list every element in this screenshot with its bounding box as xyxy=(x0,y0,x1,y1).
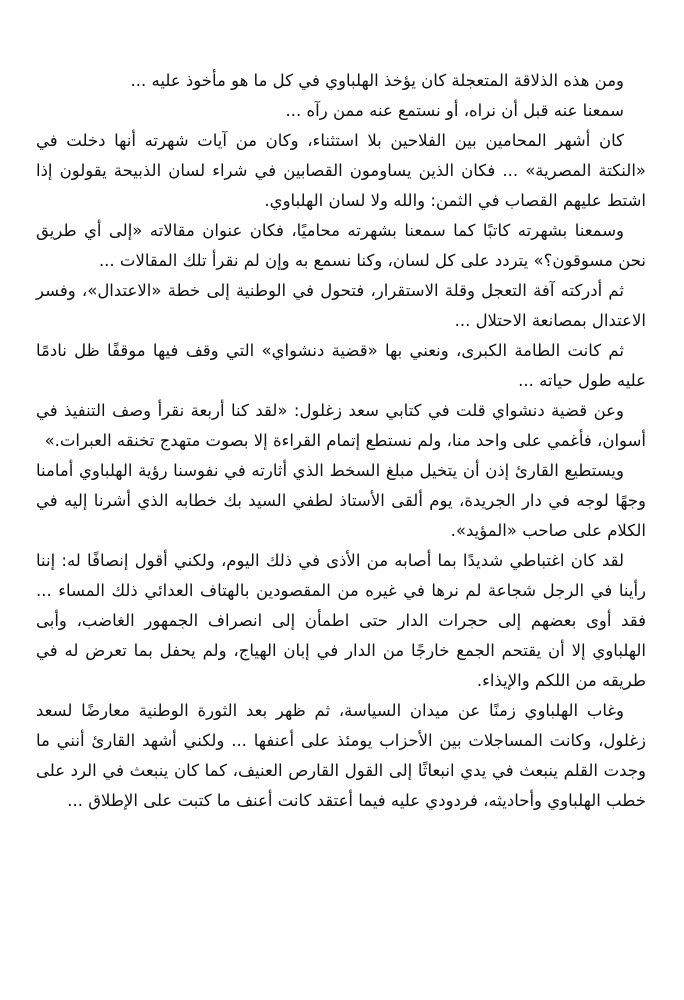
book-page-text xyxy=(36,66,646,816)
paragraph-1: ومن هذه الذلاقة المتعجلة كان يؤخذ الهلباوي في كل ما هو مأخوذ عليه ... xyxy=(130,71,624,90)
paragraph-8: ويستطيع القارئ إذن أن يتخيل مبلغ السخط الذي أثارته في نفوسنا رؤية الهلباوي أمامنا وجهًا لوجه في دار الجريدة، يوم ألقى الأستاذ لطفي السيد بك خطابه الذي أشرنا إليه في الكلام على صاحب «المؤيد». xyxy=(36,461,646,540)
paragraph-4: وسمعنا بشهرته كاتبًا كما سمعنا بشهرته محاميًا، فكان عنوان مقالاته «إلى أي طريق نحن مسوقون؟» يتردد على كل لسان، وكنا نسمع به وإن لم نقرأ تلك المقالات ... xyxy=(36,221,646,270)
paragraph-7: وعن قضية دنشواي قلت في كتابي سعد زغلول: «لقد كنا أربعة نقرأ وصف التنفيذ في أسوان، فأغمي على واحد منا، ولم نستطع إتمام القراءة إلا بصوت متهدج تخنقه العبرات.» xyxy=(36,401,646,450)
paragraph-10: وغاب الهلباوي زمنًا عن ميدان السياسة، ثم ظهر بعد الثورة الوطنية معارضًا لسعد زغلول، وكانت المساجلات بين الأحزاب يومئذ على أعنفها ... ولكني أشهد القارئ أنني ما وجدت القلم ينبعث في يدي انبعاثًا إلى القول القارص العنيف، كما كان ينبعث في الرد على خطب الهلباوي وأحاديثه، فردودي عليه فيما أعتقد كانت أعنف ما كتبت على الإطلاق ... xyxy=(36,701,646,810)
paragraph-2: سمعنا عنه قبل أن نراه، أو نستمع عنه ممن رآه ... xyxy=(285,101,624,120)
paragraph-6: ثم كانت الطامة الكبرى، ونعني بها «قضية دنشواي» التي وقف فيها موقفًا ظل نادمًا عليه طول حياته ... xyxy=(36,341,646,390)
paragraph-3: كان أشهر المحامين بين الفلاحين بلا استثناء، وكان من آيات شهرته أنها دخلت في «النكتة المصرية» ... فكان الذين يساومون القصابين في شراء لسان الذبيحة يقولون إذا اشتط عليهم القصاب في الثمن: والله ولا لسان الهلباوي. xyxy=(36,131,646,210)
paragraph-5: ثم أدركته آفة التعجل وقلة الاستقرار، فتحول في الوطنية إلى خطة «الاعتدال»، وفسر الاعتدال بمصانعة الاحتلال ... xyxy=(36,281,646,330)
paragraph-9: لقد كان اغتباطي شديدًا بما أصابه من الأذى في ذلك اليوم، ولكني أقول إنصافًا له: إننا رأينا في الرجل شجاعة لم نرها في غيره من المقصودين بالهتاف العدائي ذلك المساء ... فقد أوى بعضهم إلى حجرات الدار حتى اطمأن إلى انصراف الجمهور الغاضب، وأبى الهلباوي إلا أن يقتحم الجمع خارجًا من الدار في إبان الهياج، ولم يحفل بما تعرض له في طريقه من اللكم والإيذاء. xyxy=(36,551,646,690)
